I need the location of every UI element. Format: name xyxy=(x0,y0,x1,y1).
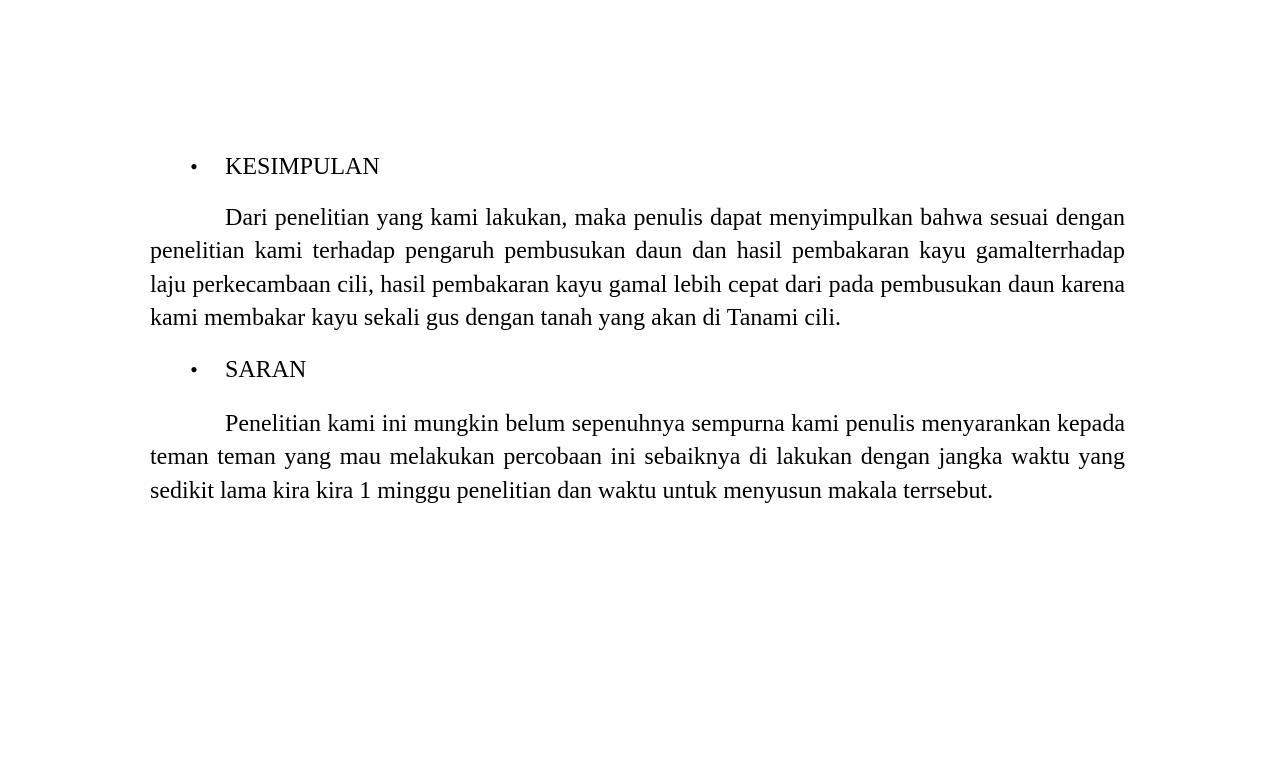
bullet-icon: • xyxy=(190,154,198,179)
heading-text: SARAN xyxy=(225,357,307,384)
kesimpulan-paragraph: Dari penelitian yang kami lakukan, maka penulis dapat menyimpulkan bahwa sesuai dengan penelitian kami terhadap pengaruh pembusukan daun dan hasil pembakaran kayu gamalterrhadap laju perkecambaan cili, hasil pembakaran kayu gamal lebih cepat dari pada pembusukan daun karena kami membakar kayu sekali gus dengan tanah yang akan di Tanami cili. xyxy=(150,205,1125,331)
bullet-icon: • xyxy=(190,357,198,383)
saran-paragraph: Penelitian kami ini mungkin belum sepenuhnya sempurna kami penulis menyarankan kepada teman teman yang mau melakukan percobaan ini sebaiknya di lakukan dengan jangka waktu yang sedikit lama kira kira 1 minggu penelitian dan waktu untuk menyusun makala terrsebut. xyxy=(150,411,1125,504)
heading-text: KESIMPULAN xyxy=(225,154,380,180)
section-heading-kesimpulan xyxy=(150,149,1125,185)
document-page xyxy=(150,149,1125,525)
section-heading-saran xyxy=(150,352,1125,388)
